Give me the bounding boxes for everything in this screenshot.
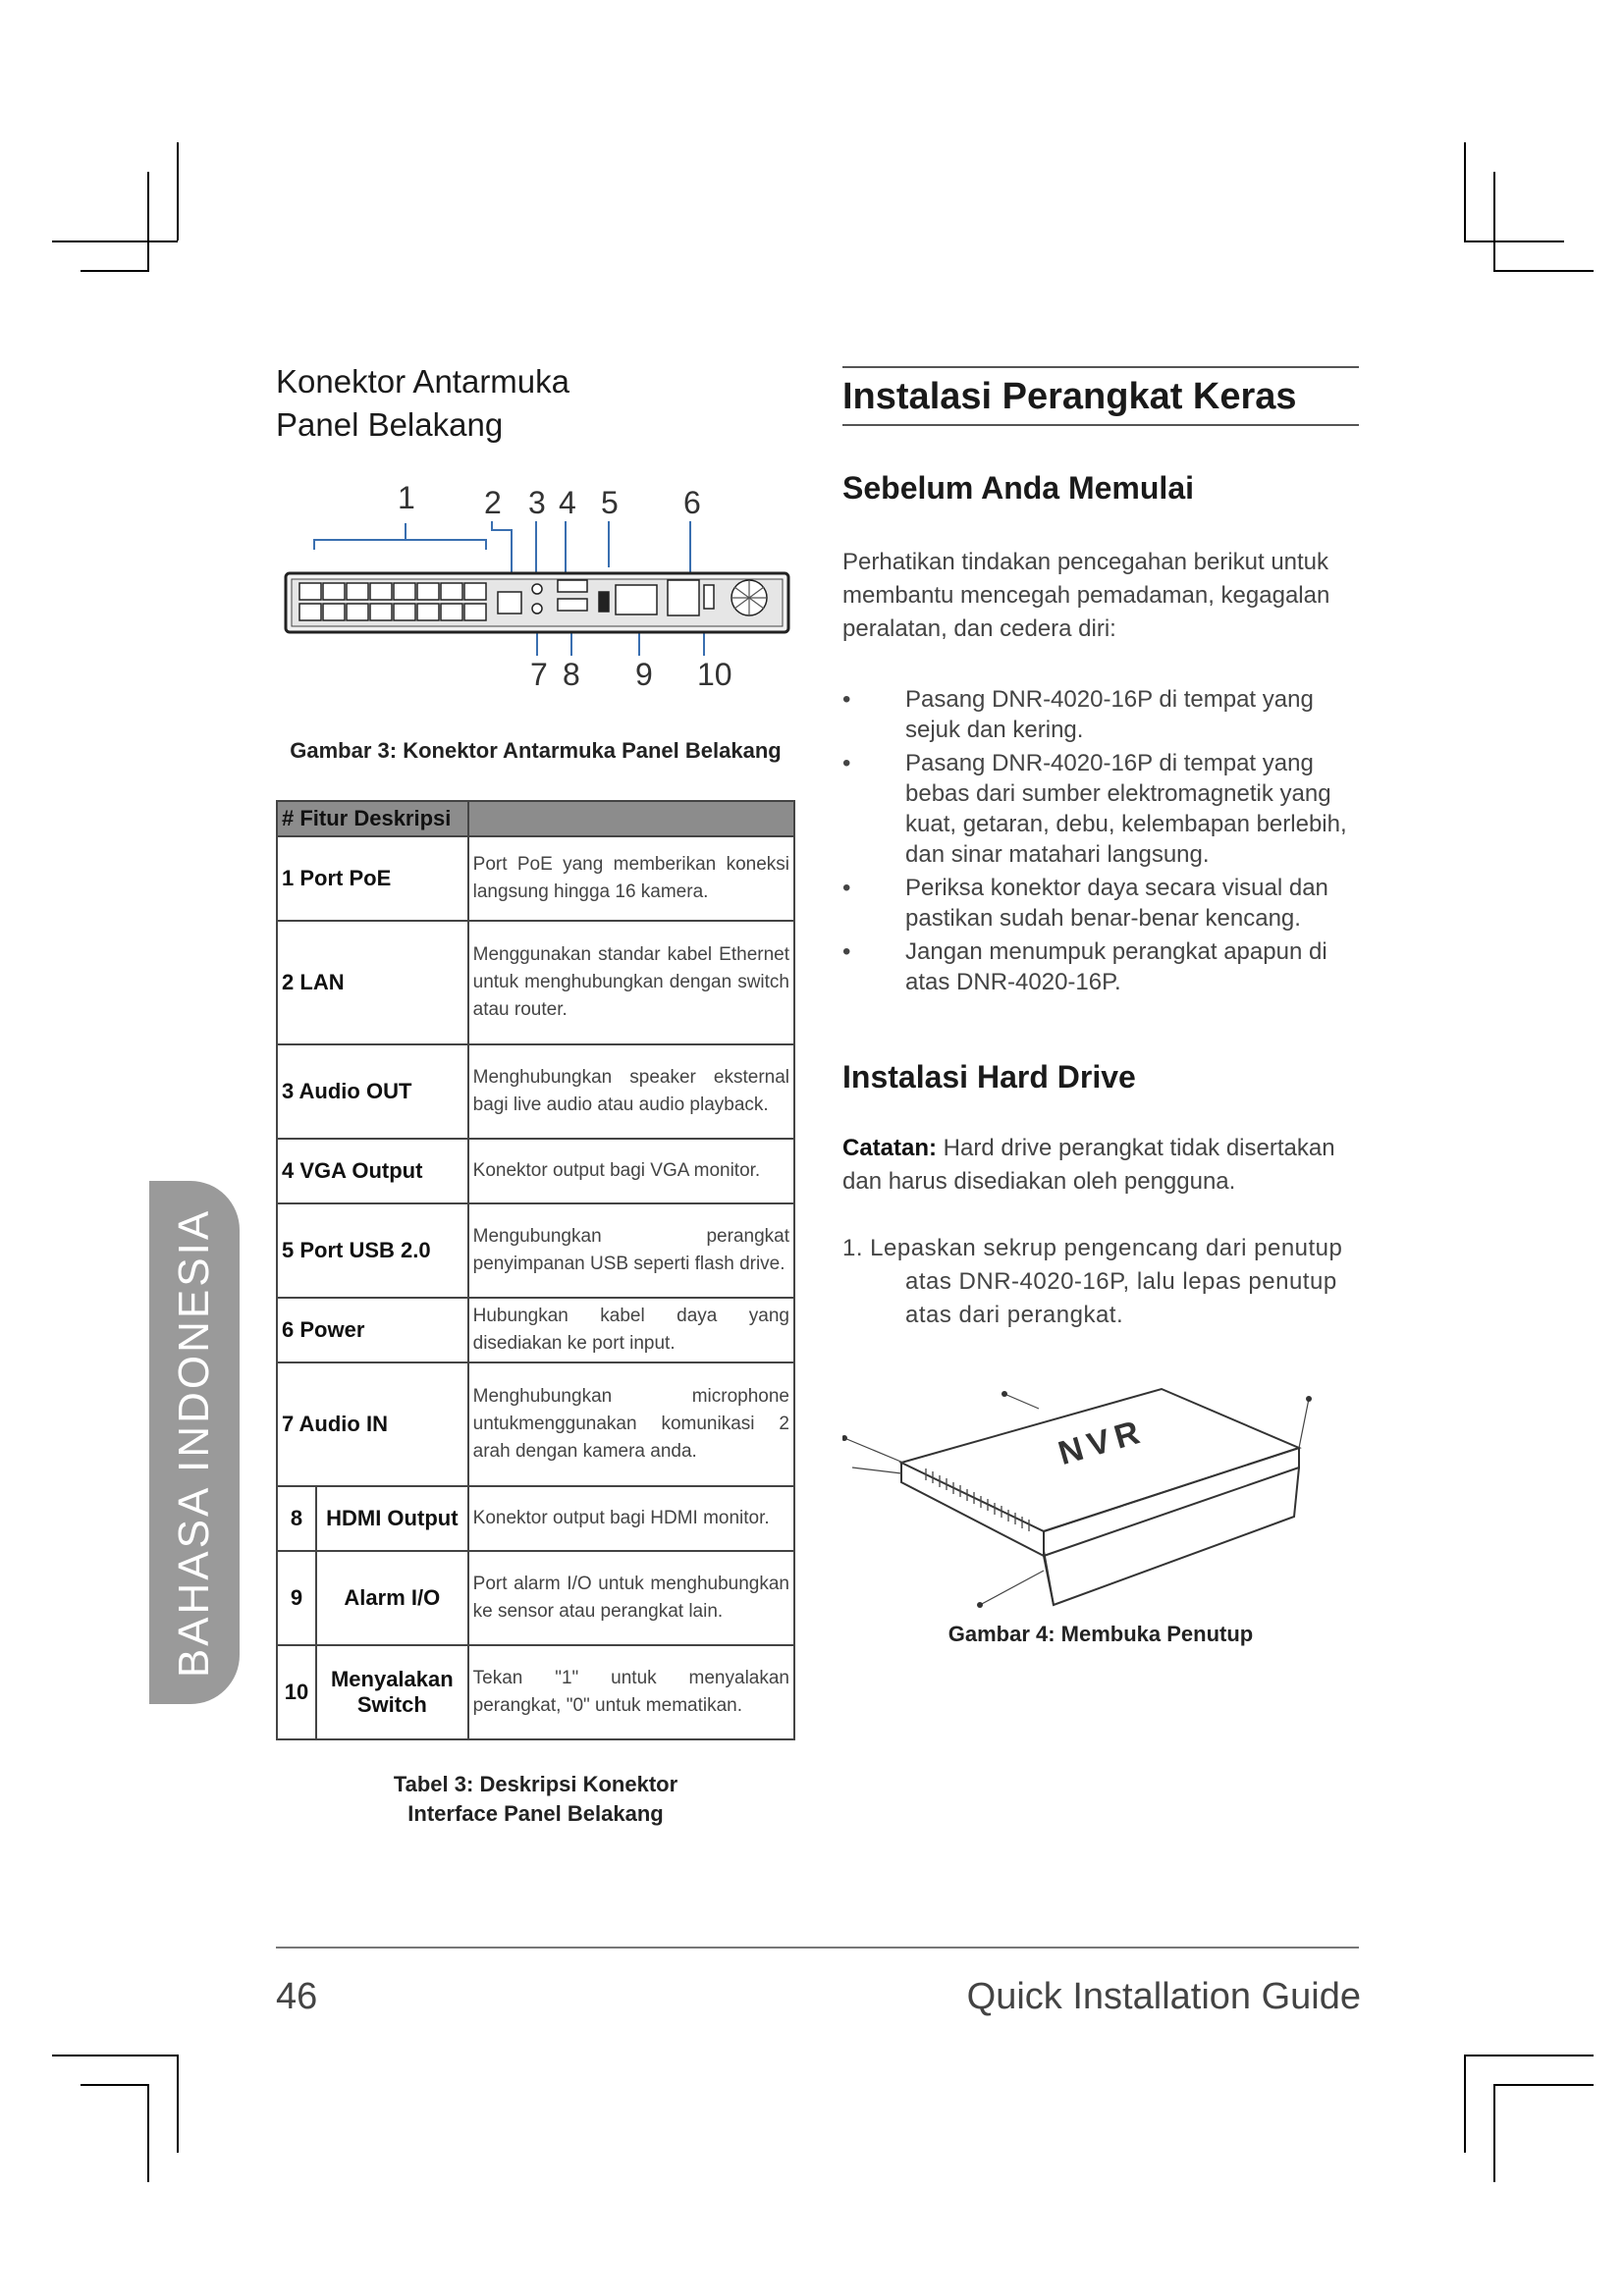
row-desc: Port PoE yang memberikan koneksi langsung hingga 16 kamera.	[468, 836, 794, 921]
list-item: • Jangan menumpuk perangkat apapun di atas DNR-4020-16P.	[842, 938, 1327, 995]
title-rule-top	[842, 366, 1359, 368]
callout-5: 5	[601, 485, 619, 520]
row-num: 8	[277, 1486, 316, 1551]
callout-8: 8	[563, 657, 580, 692]
row-num: 10	[277, 1645, 316, 1739]
rear-panel-figure	[280, 479, 800, 695]
table-header-row	[277, 801, 794, 836]
row-name: Menyalakan Switch	[316, 1645, 468, 1739]
table-row	[277, 1139, 794, 1203]
table-row	[277, 1044, 794, 1139]
row-name: HDMI Output	[316, 1486, 468, 1551]
figure-3-caption: Gambar 3: Konektor Antarmuka Panel Belakang	[290, 738, 782, 763]
row-name: 4 VGA Output	[277, 1139, 468, 1203]
row-desc: Port alarm I/O untuk menghubungkan ke sensor atau perangkat lain.	[468, 1551, 794, 1645]
row-desc: Konektor output bagi VGA monitor.	[468, 1139, 794, 1203]
table-row	[277, 836, 794, 921]
section-title-hardware: Instalasi Perangkat Keras	[842, 376, 1297, 417]
connector-table	[276, 800, 795, 1740]
list-item: • Pasang DNR-4020-16P di tempat yang sejuk dan kering.	[842, 686, 1314, 743]
row-name: 3 Audio OUT	[277, 1044, 468, 1139]
table-row	[277, 1486, 794, 1551]
note-paragraph: Catatan: Hard drive perangkat tidak disertakan dan harus disediakan oleh pengguna.	[842, 1135, 1335, 1195]
row-desc: Mengubungkan perangkat penyimpanan USB seperti flash drive.	[468, 1203, 794, 1298]
nvr-label: NVR	[1054, 1412, 1150, 1473]
row-name: 1 Port PoE	[277, 836, 468, 921]
row-desc: Menghubungkan speaker eksternal bagi live audio atau audio playback.	[468, 1044, 794, 1139]
row-name: 2 LAN	[277, 921, 468, 1044]
language-side-tab-label: BAHASA INDONESIA	[170, 1207, 218, 1679]
list-item: • Periksa konektor daya secara visual dan pastikan sudah benar-benar kencang.	[842, 875, 1328, 932]
guide-title: Quick Installation Guide	[966, 1976, 1361, 2017]
callout-2: 2	[484, 485, 502, 520]
table-header-blank	[468, 801, 794, 836]
callout-9: 9	[635, 657, 653, 692]
callout-3: 3	[528, 485, 546, 520]
step-1: 1. Lepaskan sekrup pengencang dari penutup atas DNR-4020-16P, lalu lepas penutup atas dari perangkat.	[842, 1235, 1343, 1328]
table-3-caption: Tabel 3: Deskripsi Konektor Interface Panel Belakang	[393, 1772, 678, 1826]
footer-rule	[276, 1947, 1359, 1949]
subheading-hard-drive: Instalasi Hard Drive	[842, 1059, 1136, 1095]
figure-4-caption: Gambar 4: Membuka Penutup	[947, 1622, 1254, 1646]
table-row	[277, 1362, 794, 1486]
row-name: 5 Port USB 2.0	[277, 1203, 468, 1298]
page-number: 46	[276, 1976, 318, 2017]
row-name: 6 Power	[277, 1298, 468, 1362]
table-header-features: # Fitur Deskripsi	[277, 801, 468, 836]
callout-1: 1	[398, 480, 415, 515]
table-row	[277, 921, 794, 1044]
table-row	[277, 1551, 794, 1645]
precautions-list	[842, 684, 1359, 997]
row-desc: Konektor output bagi HDMI monitor.	[468, 1486, 794, 1551]
callout-7: 7	[530, 657, 548, 692]
callout-4: 4	[559, 485, 576, 520]
callout-6: 6	[683, 485, 701, 520]
title-rule-bottom	[842, 424, 1359, 426]
row-desc: Menghubungkan microphone untukmenggunakan komunikasi 2 arah dengan kamera anda.	[468, 1362, 794, 1486]
nvr-open-cover-figure	[842, 1369, 1373, 1620]
row-desc: Tekan "1" untuk menyalakan perangkat, "0" untuk mematikan.	[468, 1645, 794, 1739]
row-name: Alarm I/O	[316, 1551, 468, 1645]
row-desc: Hubungkan kabel daya yang disediakan ke port input.	[468, 1298, 794, 1362]
subheading-before-start: Sebelum Anda Memulai	[842, 470, 1194, 506]
row-desc: Menggunakan standar kabel Ethernet untuk menghubungkan dengan switch atau router.	[468, 921, 794, 1044]
list-item: • Pasang DNR-4020-16P di tempat yang bebas dari sumber elektromagnetik yang kuat, getaran, debu, kelembapan berlebih, dan sinar matahari langsung.	[842, 750, 1347, 868]
table-row	[277, 1645, 794, 1739]
intro-paragraph: Perhatikan tindakan pencegahan berikut untuk membantu mencegah pemadaman, kegagalan peralatan, dan cedera diri:	[842, 549, 1330, 642]
row-name: 7 Audio IN	[277, 1362, 468, 1486]
table-row	[277, 1298, 794, 1362]
callout-10: 10	[697, 657, 732, 692]
row-num: 9	[277, 1551, 316, 1645]
section-title-rear-panel: Konektor Antarmuka Panel Belakang	[276, 363, 569, 443]
table-row	[277, 1203, 794, 1298]
